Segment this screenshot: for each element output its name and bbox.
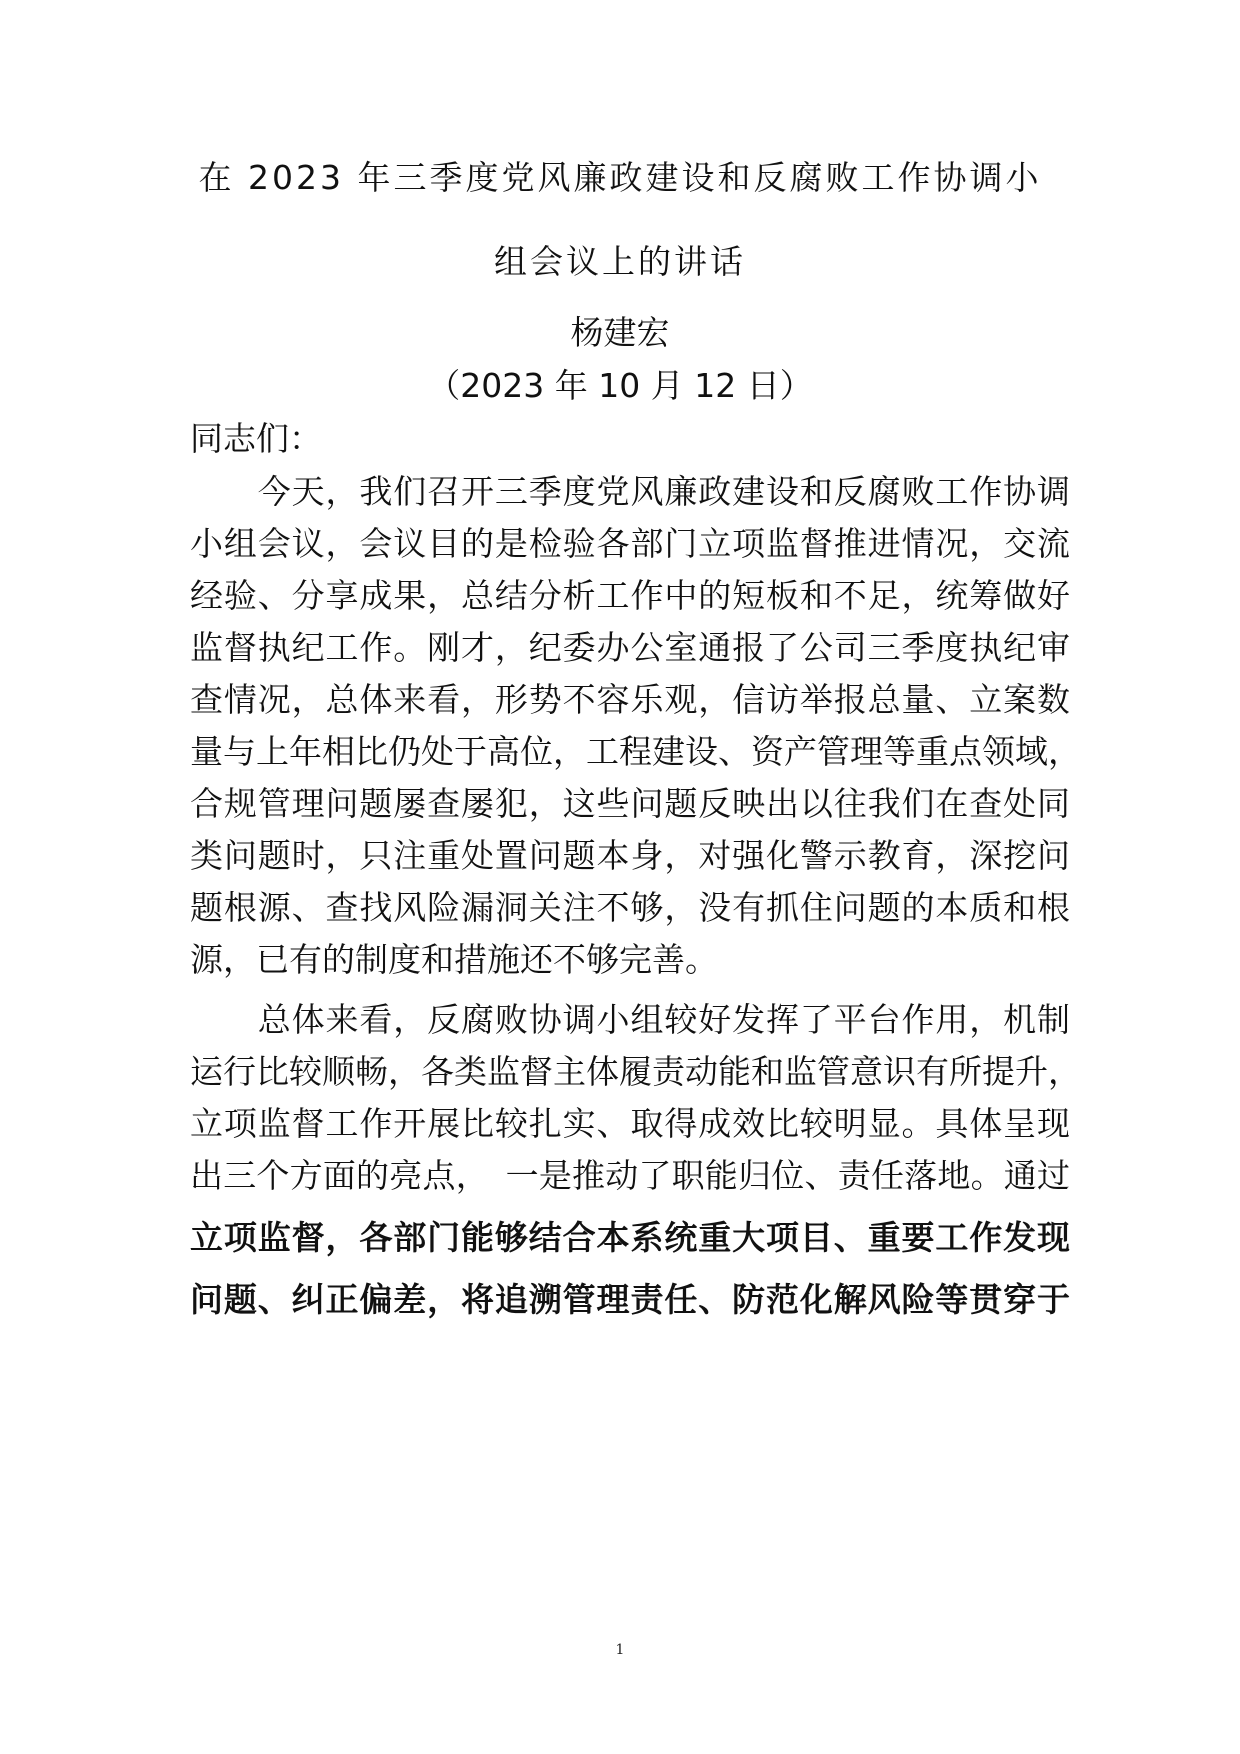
paragraph-2-bold-line: 立项监督，各部门能够结合本系统重大项目、重要工作发现 <box>190 1218 1070 1257</box>
paragraph-1-line: 今天，我们召开三季度党风廉政建设和反腐败工作协调 <box>190 472 1070 511</box>
paragraph-1-line: 监督执纪工作。刚才，纪委办公室通报了公司三季度执纪审 <box>190 628 1070 667</box>
paragraph-2-line: 总体来看，反腐败协调小组较好发挥了平台作用，机制 <box>190 1000 1070 1039</box>
speech-date: （2023 年 10 月 12 日） <box>427 366 813 405</box>
paragraph-2-line: 出三个方面的亮点， 一是推动了职能归位、责任落地。通过 <box>190 1156 1070 1195</box>
paragraph-1-line: 合规管理问题屡查屡犯，这些问题反映出以往我们在查处同 <box>190 784 1070 823</box>
document-title-line-2: 组会议上的讲话 <box>494 242 746 281</box>
paragraph-1-line: 经验、分享成果，总结分析工作中的短板和不足，统筹做好 <box>190 576 1070 615</box>
page-number: 1 <box>615 1642 625 1658</box>
paragraph-1-line: 查情况，总体来看，形势不容乐观，信访举报总量、立案数 <box>190 680 1070 719</box>
paragraph-1-line: 题根源、查找风险漏洞关注不够，没有抓住问题的本质和根 <box>190 888 1070 927</box>
paragraph-2-line: 立项监督工作开展比较扎实、取得成效比较明显。具体呈现 <box>190 1104 1070 1143</box>
paragraph-2-line: 运行比较顺畅，各类监督主体履责动能和监管意识有所提升， <box>190 1052 1081 1091</box>
paragraph-1-line: 源，已有的制度和措施还不够完善。 <box>190 940 718 979</box>
document-title-line-1: 在 2023 年三季度党风廉政建设和反腐败工作协调小 <box>198 158 1042 197</box>
salutation: 同志们： <box>190 419 322 458</box>
paragraph-1-line: 量与上年相比仍处于高位，工程建设、资产管理等重点领域， <box>190 732 1081 771</box>
paragraph-2-bold-line: 问题、纠正偏差，将追溯管理责任、防范化解风险等贯穿于 <box>190 1280 1070 1319</box>
paragraph-1-line: 类问题时，只注重处置问题本身，对强化警示教育，深挖问 <box>190 836 1070 875</box>
paragraph-1-line: 小组会议，会议目的是检验各部门立项监督推进情况，交流 <box>190 524 1070 563</box>
author-name: 杨建宏 <box>570 313 670 352</box>
